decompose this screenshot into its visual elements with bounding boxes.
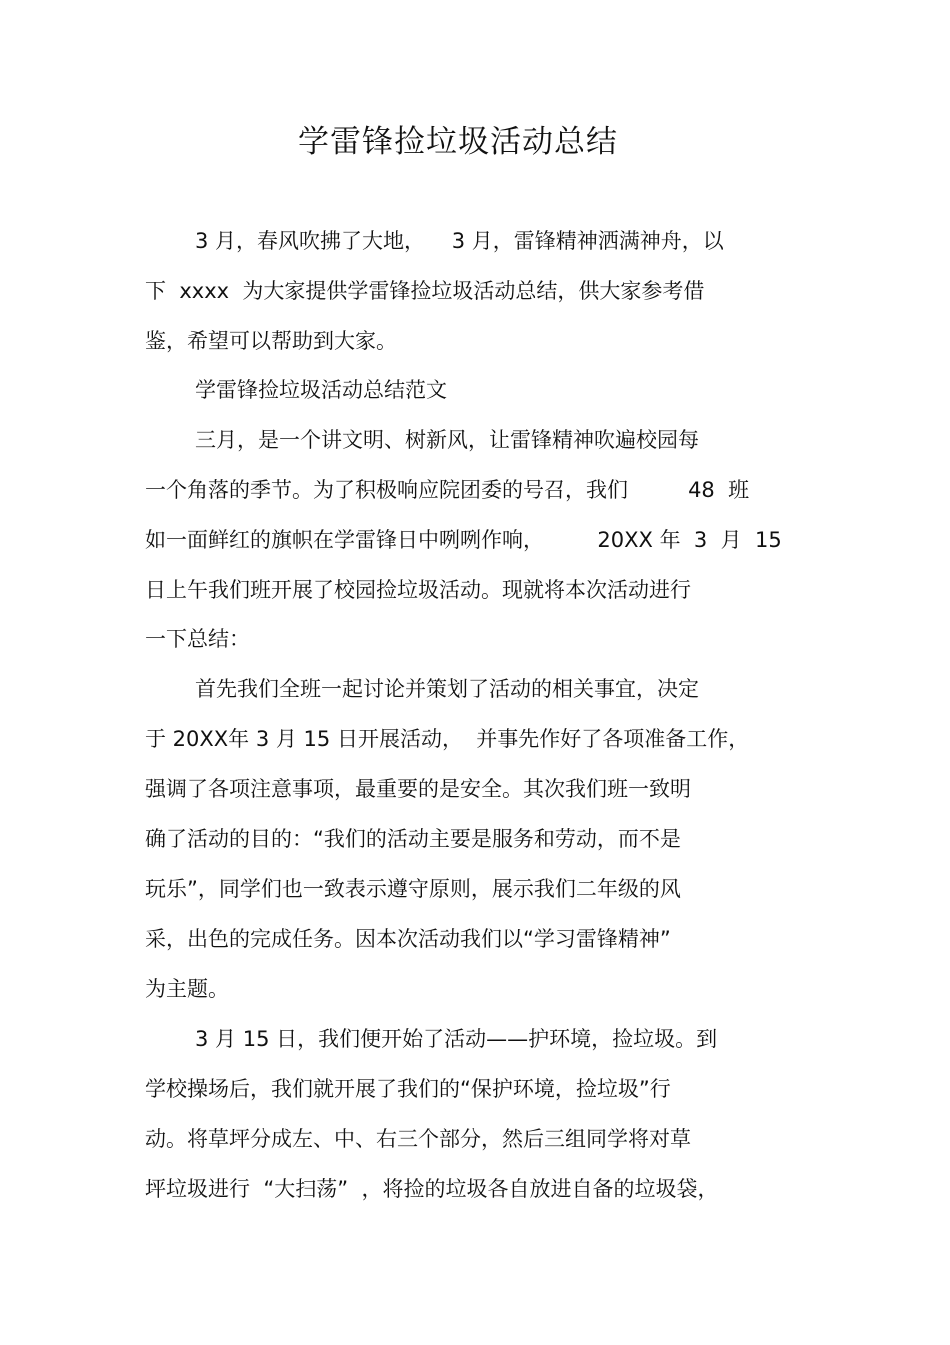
section-heading: 学雷锋捡垃圾活动总结范文 <box>195 378 447 402</box>
paragraph-line: 确了活动的目的：“我们的活动主要是服务和劳动，而不是 <box>145 827 681 851</box>
paragraph-line: 一下总结： <box>145 627 250 651</box>
paragraph-line: 坪垃圾进行 “大扫荡” ，将捡的垃圾各自放进自备的垃圾袋， <box>145 1177 719 1201</box>
paragraph-line: 于 20XX年 3 月 15 日开展活动， 并事先作好了各项准备工作， <box>145 727 750 751</box>
paragraph-line: 日上午我们班开展了校园捡垃圾活动。现就将本次活动进行 <box>145 578 691 602</box>
paragraph-line: 采，出色的完成任务。因本次活动我们以“学习雷锋精神” <box>145 927 671 951</box>
paragraph-line: 为主题。 <box>145 977 229 1001</box>
paragraph-line: 首先我们全班一起讨论并策划了活动的相关事宜，决定 <box>195 677 699 701</box>
paragraph-line: 一个角落的季节。为了积极响应院团委的号召，我们 48 班 <box>145 478 750 502</box>
paragraph-line: 三月，是一个讲文明、树新风，让雷锋精神吹遍校园每 <box>195 428 699 452</box>
paragraph-line: 强调了各项注意事项，最重要的是安全。其次我们班一致明 <box>145 777 691 801</box>
paragraph-line: 鉴，希望可以帮助到大家。 <box>145 329 397 353</box>
paragraph-line: 3 月 15 日，我们便开始了活动——护环境，捡垃圾。到 <box>195 1027 718 1051</box>
paragraph-line: 下 xxxx 为大家提供学雷锋捡垃圾活动总结，供大家参考借 <box>145 279 705 303</box>
paragraph-line: 如一面鲜红的旗帜在学雷锋日中咧咧作响， 20XX 年 3 月 15 <box>145 528 782 552</box>
paragraph-line: 动。将草坪分成左、中、右三个部分，然后三组同学将对草 <box>145 1127 691 1151</box>
paragraph-line: 3 月，春风吹拂了大地， 3 月，雷锋精神洒满神舟，以 <box>195 229 724 253</box>
document-title: 学雷锋捡垃圾活动总结 <box>298 124 618 160</box>
paragraph-line: 学校操场后，我们就开展了我们的“保护环境，捡垃圾”行 <box>145 1077 671 1101</box>
paragraph-line: 玩乐”，同学们也一致表示遵守原则，展示我们二年级的风 <box>145 877 681 901</box>
